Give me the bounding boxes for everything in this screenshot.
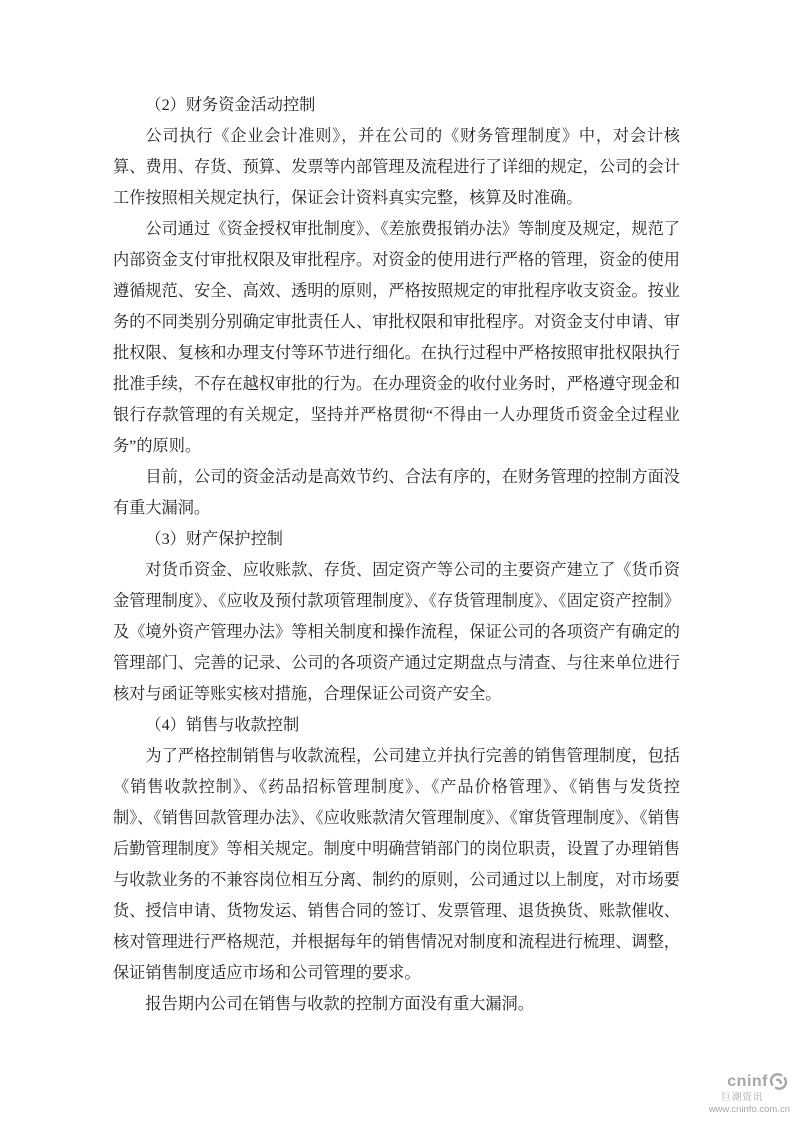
- section-heading: （4）销售与收款控制: [145, 716, 300, 734]
- body-paragraph: 公司执行《企业会计准则》，并在公司的《财务管理制度》中，对会计核算、费用、存货、预算、发票等内部管理及流程进行了详细的规定，公司的会计工作按照相关规定执行，保证会计资料真实完整，核算及时准确。: [113, 127, 680, 207]
- body-paragraph: 公司通过《资金授权审批制度》、《差旅费报销办法》等制度及规定，规范了内部资金支付审批权限及审批程序。对资金的使用进行严格的管理，资金的使用遵循规范、安全、高效、透明的原则，严格按照规定的审批程序收支资金。按业务的不同类别分别确定审批责任人、审批权限和审批程序。对资金支付申请、审批权限、复核和办理支付等环节进行细化。在执行过程中严格按照审批权限执行批准手续，不存在越权审批的行为。在办理资金的收付业务时，严格遵守现金和银行存款管理的有关规定，坚持并严格贯彻“不得由一人办理货币资金全过程业务”的原则。: [113, 220, 680, 455]
- section-heading: （3）财产保护控制: [145, 530, 283, 548]
- body-paragraph: 目前，公司的资金活动是高效节约、合法有序的，在财务管理的控制方面没有重大漏洞。: [113, 468, 680, 517]
- body-paragraph: 为了严格控制销售与收款流程，公司建立并执行完善的销售管理制度，包括《销售收款控制》、《药品招标管理制度》、《产品价格管理》、《销售与发货控制》、《销售回款管理办法》、《应收账款清欠管理制度》、《窜货管理制度》、《销售后勤管理制度》等相关规定。制度中明确营销部门的岗位职责，设置了办理销售与收款业务的不兼容岗位相互分离、制约的原则，公司通过以上制度，对市场要货、授信申请、货物发运、销售合同的签订、发票管理、退货换货、账款催收、核对管理进行严格规范，并根据每年的销售情况对制度和流程进行梳理、调整，保证销售制度适应市场和公司管理的要求。: [113, 747, 680, 982]
- body-paragraph: 对货币资金、应收账款、存货、固定资产等公司的主要资产建立了《货币资金管理制度》、《应收及预付款项管理制度》、《存货管理制度》、《固定资产控制》及《境外资产管理办法》等相关制度和操作流程，保证公司的各项资产有确定的管理部门、完善的记录、公司的各项资产通过定期盘点与清查、与往来单位进行核对与函证等账实核对措施，合理保证公司资产安全。: [113, 561, 680, 703]
- section-heading: （2）财务资金活动控制: [145, 96, 316, 114]
- cninfo-chinese-name: 巨潮资讯: [721, 1092, 764, 1103]
- cninfo-logo-row: [709, 1072, 790, 1091]
- body-paragraph: 报告期内公司在销售与收款的控制方面没有重大漏洞。: [145, 995, 534, 1013]
- cninfo-watermark: [709, 1072, 790, 1114]
- cninfo-url: www.cninfo.com.cn: [708, 1103, 790, 1115]
- cninfo-swirl-icon: [769, 1072, 788, 1091]
- document-body: [113, 90, 680, 1020]
- cninfo-wordmark: cninf: [727, 1072, 768, 1090]
